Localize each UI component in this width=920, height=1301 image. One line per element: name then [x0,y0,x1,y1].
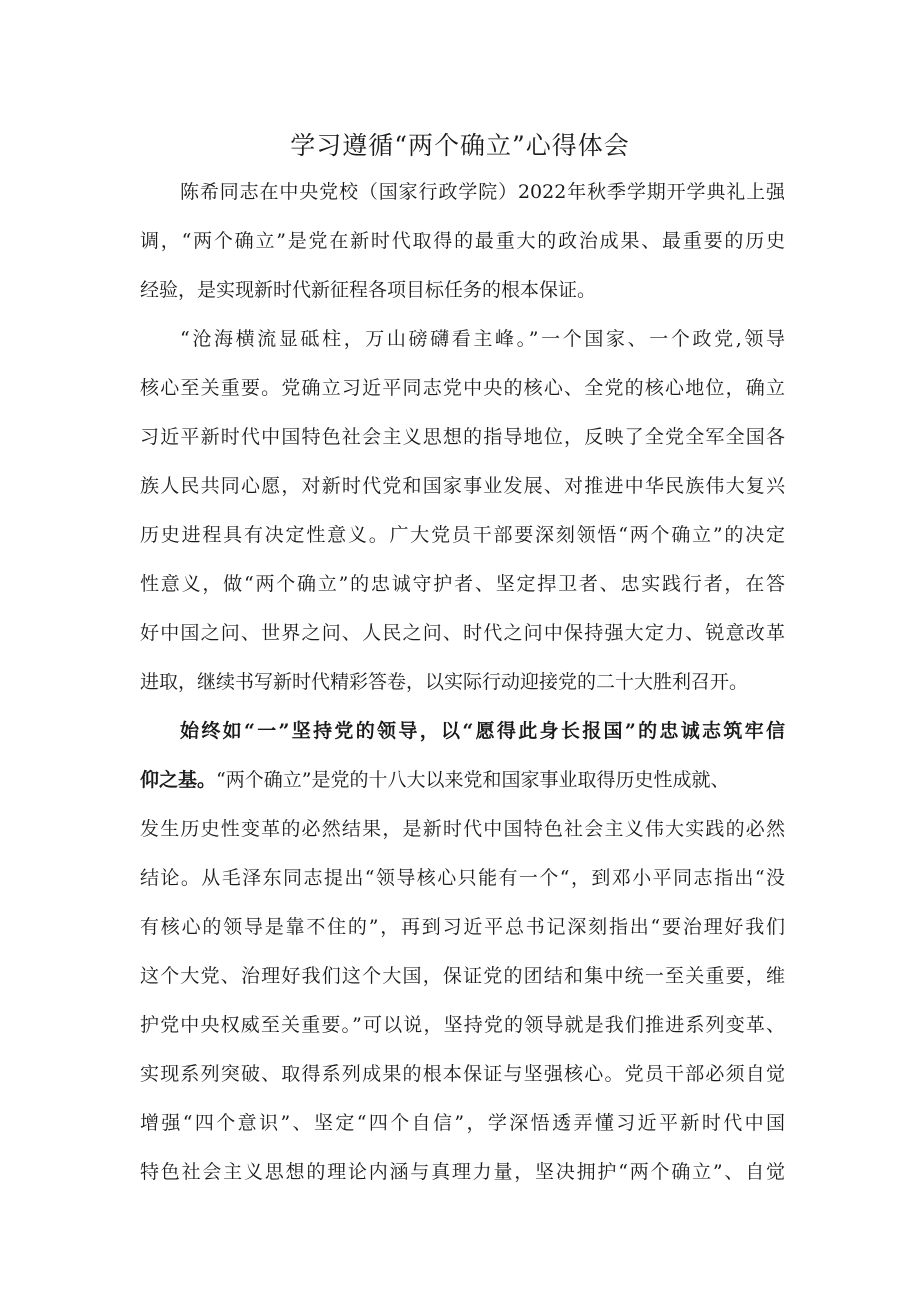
paragraph-line: 这个大党、治理好我们这个大国，保证党的团结和集中统一至关重要，维 [140,965,785,987]
paragraph-1 [140,168,785,315]
paragraph-line: 特色社会主义思想的理论内涵与真理力量，坚决拥护“两个确立”、自觉 [140,1161,785,1183]
paragraph-line: 结论。从毛泽东同志提出“领导核心只能有一个“，到邓小平同志指出“没 [140,867,785,889]
document-title: 学习遵循“两个确立”心得体会 [290,131,630,160]
paragraph-line: 实现系列突破、取得系列成果的根本保证与坚强核心。党员干部必须自觉 [140,1063,785,1085]
paragraph-line: 增强“四个意识”、坚定“四个自信”，学深悟透弄懂习近平新时代中国 [140,1112,785,1134]
paragraph-line: 性意义，做“两个确立”的忠诚守护者、坚定捍卫者、忠实践行者，在答 [140,573,785,595]
paragraph-line: 习近平新时代中国特色社会主义思想的指导地位，反映了全党全军全国各 [140,426,785,448]
paragraph-line [140,756,785,805]
paragraph-text: “两个确立”是党的十八大以来党和国家事业取得历史性成就、 [216,769,730,791]
paragraph-line: “沧海横流显砥柱，万山磅礴看主峰。”一个国家、一个政党,领导 [180,328,785,350]
paragraph-line: 好中国之问、世界之问、人民之问、时代之问中保持强大定力、锐意改革 [140,622,785,644]
paragraph-line: 历史进程具有决定性意义。广大党员干部要深刻领悟“两个确立”的决定 [140,524,785,546]
paragraph-line: 有核心的领导是靠不住的”，再到习近平总书记深刻指出“要治理好我们 [140,916,785,938]
paragraph-line: 核心至关重要。党确立习近平同志党中央的核心、全党的核心地位，确立 [140,377,785,399]
paragraph-line: 进取，继续书写新时代精彩答卷，以实际行动迎接党的二十大胜利召开。 [140,671,749,693]
paragraph-2 [140,315,785,707]
paragraph-line: 经验，是实现新时代新征程各项目标任务的根本保证。 [140,279,597,301]
paragraph-line: 陈希同志在中央党校（国家行政学院）2022年秋季学期开学典礼上强 [180,181,785,203]
paragraph-line: 发生历史性变革的必然结果，是新时代中国特色社会主义伟大实践的必然 [140,818,785,840]
section-heading-line: 始终如“一”坚持党的领导，以“愿得此身长报国”的忠诚志筑牢信 [180,720,785,742]
paragraph-line: 族人民共同心愿，对新时代党和国家事业发展、对推进中华民族伟大复兴 [140,475,785,497]
paragraph-line: 调，“两个确立”是党在新时代取得的最重大的政治成果、最重要的历史 [140,230,785,252]
section-heading-tail: 仰之基。 [140,769,217,791]
paragraph-line: 护党中央权威至关重要。”可以说，坚持党的领导就是我们推进系列变革、 [140,1014,785,1036]
paragraph-3 [140,707,785,1197]
